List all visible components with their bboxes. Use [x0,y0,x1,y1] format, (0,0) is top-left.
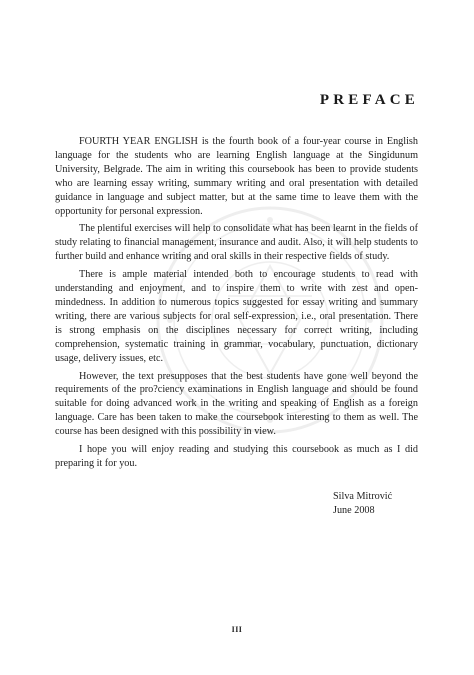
paragraph-5: I hope you will enjoy reading and studying this coursebook as much as I did preparing it for you. [55,444,418,469]
paragraph-2: The plentiful exercises will help to consolidate what has been learnt in the fields of study relating to financial management, insurance and audit. Also, it will help students to further build and enhance writing and oral skills in their respective fields of study. [55,223,418,263]
page-number: III [231,625,243,634]
author-name: Silva Mitrović [333,491,393,502]
signature-block [333,490,392,518]
paragraph-1: FOURTH YEAR ENGLISH is the fourth book of a four-year course in English language for the students who are learning English language at the Singidunum University, Belgrade. The aim in writing this coursebook has been to provide students who are learning essay writing, summary writing and oral presentation with detailed guidance in language and subject matter, but at the same time to leave them with the opportunity for personal expression. [55,136,418,217]
paragraph-3: There is ample material intended both to encourage students to read with understanding and enjoyment, and to inspire them to write with zest and open-mindedness. In addition to numerous topics suggested for essay writing and summary writing, there are various subjects for oral self-expression, i.e., oral presentation. There is strong emphasis on the disciplines necessary for correct writing, including comprehension, systematic training in grammar, vocabulary, punctuation, dictionary usage, delivery issues, etc. [55,269,418,364]
preface-body [55,135,418,475]
signature-date: June 2008 [333,505,375,516]
paragraph-4: However, the text presupposes that the best students have gone well beyond the requirements of the pro?ciency examinations in English language and should be found suitable for doing advanced work in the writing and speaking of English as a foreign language. Care has been taken to make the coursebook interesting to them as well. The course has been designed with this possibility in view. [55,370,418,438]
page-title: PREFACE [319,92,419,108]
